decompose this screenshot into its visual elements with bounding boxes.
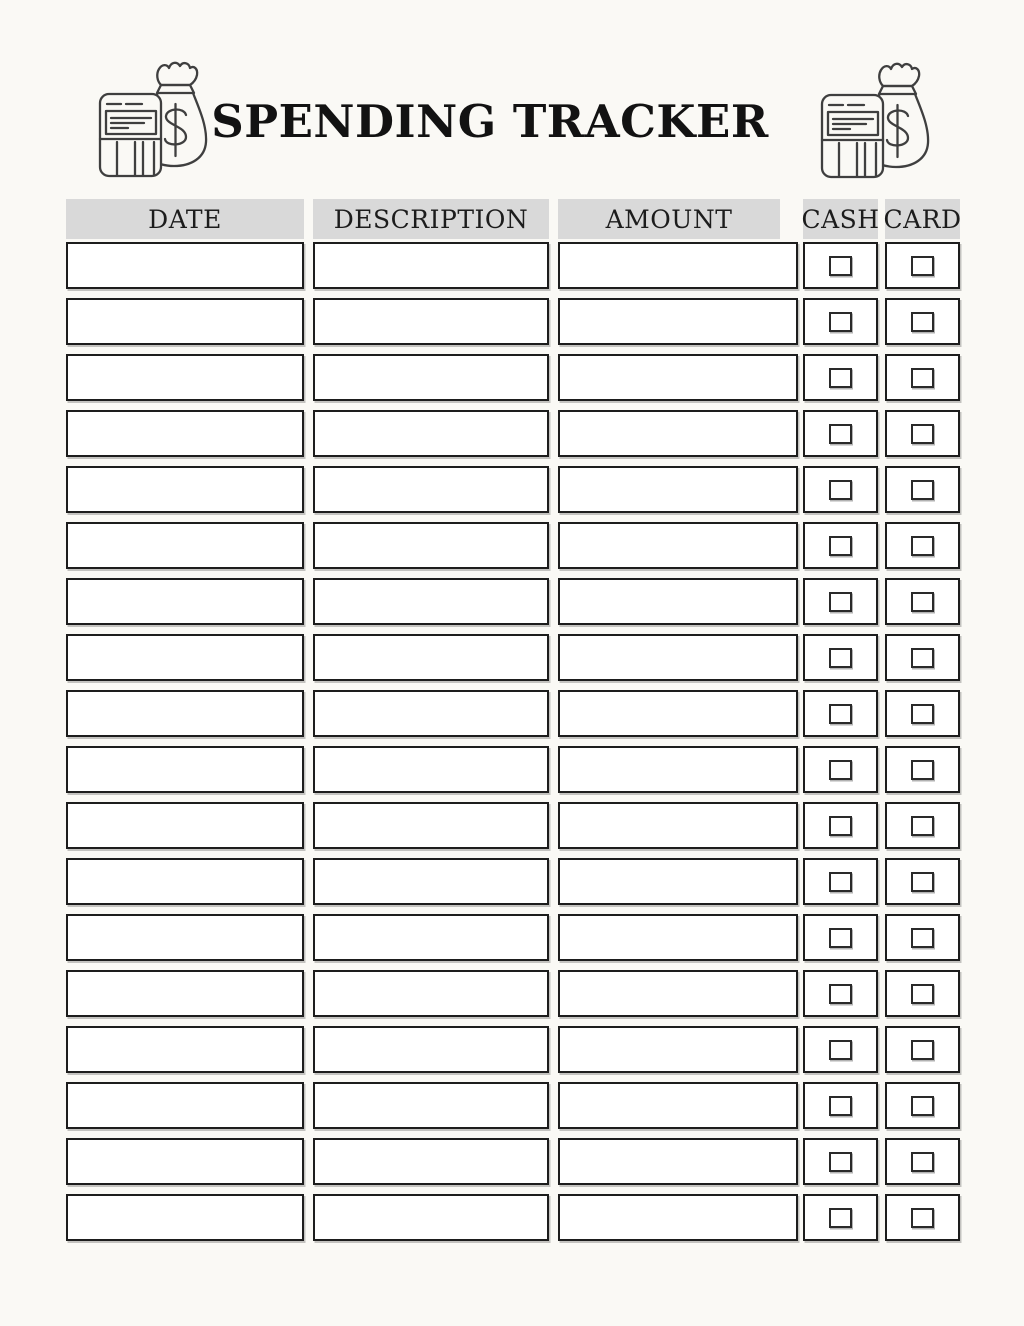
table-row — [66, 858, 960, 905]
date-cell[interactable] — [66, 634, 304, 681]
card-checkbox[interactable] — [911, 256, 934, 276]
description-cell[interactable] — [313, 746, 549, 793]
card-checkbox[interactable] — [911, 928, 934, 948]
amount-cell[interactable] — [558, 1194, 798, 1241]
table-row — [66, 970, 960, 1017]
card-cell — [885, 298, 960, 345]
table-row — [66, 522, 960, 569]
cash-cell — [803, 578, 878, 625]
table-row — [66, 1138, 960, 1185]
cash-cell — [803, 242, 878, 289]
cash-cell — [803, 802, 878, 849]
amount-cell[interactable] — [558, 466, 798, 513]
card-cell — [885, 354, 960, 401]
description-cell[interactable] — [313, 690, 549, 737]
cash-cell — [803, 858, 878, 905]
card-checkbox[interactable] — [911, 648, 934, 668]
card-cell — [885, 1082, 960, 1129]
cash-checkbox[interactable] — [829, 368, 852, 388]
cash-cell — [803, 1026, 878, 1073]
calculator-moneybag-icon — [819, 61, 932, 179]
amount-cell[interactable] — [558, 746, 798, 793]
column-header-card: CARD — [885, 199, 960, 239]
card-checkbox[interactable] — [911, 480, 934, 500]
amount-cell[interactable] — [558, 858, 798, 905]
cash-checkbox[interactable] — [829, 424, 852, 444]
description-cell[interactable] — [313, 1026, 549, 1073]
cash-checkbox[interactable] — [829, 816, 852, 836]
amount-cell[interactable] — [558, 634, 798, 681]
cash-checkbox[interactable] — [829, 592, 852, 612]
card-checkbox[interactable] — [911, 872, 934, 892]
card-checkbox[interactable] — [911, 704, 934, 724]
cash-checkbox[interactable] — [829, 928, 852, 948]
amount-cell[interactable] — [558, 1026, 798, 1073]
table-row — [66, 1026, 960, 1073]
description-cell[interactable] — [313, 1138, 549, 1185]
date-cell[interactable] — [66, 242, 304, 289]
column-header-date: DATE — [66, 199, 304, 239]
amount-cell[interactable] — [558, 914, 798, 961]
table-row — [66, 466, 960, 513]
card-checkbox[interactable] — [911, 984, 934, 1004]
card-checkbox[interactable] — [911, 592, 934, 612]
cash-cell — [803, 746, 878, 793]
cash-checkbox[interactable] — [829, 312, 852, 332]
card-cell — [885, 410, 960, 457]
card-checkbox[interactable] — [911, 1040, 934, 1060]
cash-checkbox[interactable] — [829, 1208, 852, 1228]
amount-cell[interactable] — [558, 578, 798, 625]
card-cell — [885, 802, 960, 849]
card-cell — [885, 1194, 960, 1241]
card-cell — [885, 970, 960, 1017]
description-cell[interactable] — [313, 970, 549, 1017]
card-checkbox[interactable] — [911, 536, 934, 556]
column-header-description: DESCRIPTION — [313, 199, 549, 239]
amount-cell[interactable] — [558, 354, 798, 401]
date-cell[interactable] — [66, 914, 304, 961]
cash-checkbox[interactable] — [829, 256, 852, 276]
cash-checkbox[interactable] — [829, 984, 852, 1004]
cash-cell — [803, 634, 878, 681]
card-cell — [885, 746, 960, 793]
column-header-cash: CASH — [803, 199, 878, 239]
amount-cell[interactable] — [558, 802, 798, 849]
table-row — [66, 1194, 960, 1241]
table-row — [66, 410, 960, 457]
date-cell[interactable] — [66, 1082, 304, 1129]
table-body — [66, 242, 960, 1241]
amount-cell[interactable] — [558, 298, 798, 345]
description-cell[interactable] — [313, 354, 549, 401]
cash-checkbox[interactable] — [829, 536, 852, 556]
card-checkbox[interactable] — [911, 1208, 934, 1228]
card-cell — [885, 634, 960, 681]
cash-checkbox[interactable] — [829, 1096, 852, 1116]
column-header-amount: AMOUNT — [558, 199, 780, 239]
amount-cell[interactable] — [558, 690, 798, 737]
amount-cell[interactable] — [558, 1138, 798, 1185]
card-cell — [885, 466, 960, 513]
description-cell[interactable] — [313, 802, 549, 849]
card-checkbox[interactable] — [911, 1096, 934, 1116]
cash-checkbox[interactable] — [829, 760, 852, 780]
description-cell[interactable] — [313, 634, 549, 681]
table-row — [66, 354, 960, 401]
table-row — [66, 1082, 960, 1129]
table-header-row — [66, 199, 960, 239]
amount-cell[interactable] — [558, 410, 798, 457]
card-cell — [885, 914, 960, 961]
description-cell[interactable] — [313, 298, 549, 345]
date-cell[interactable] — [66, 746, 304, 793]
description-cell[interactable] — [313, 914, 549, 961]
description-cell[interactable] — [313, 522, 549, 569]
table-row — [66, 746, 960, 793]
date-cell[interactable] — [66, 578, 304, 625]
cash-cell — [803, 1194, 878, 1241]
amount-cell[interactable] — [558, 522, 798, 569]
card-cell — [885, 522, 960, 569]
date-cell[interactable] — [66, 1138, 304, 1185]
cash-cell — [803, 1138, 878, 1185]
cash-checkbox[interactable] — [829, 1040, 852, 1060]
cash-cell — [803, 298, 878, 345]
table-row — [66, 242, 960, 289]
card-checkbox[interactable] — [911, 1152, 934, 1172]
date-cell[interactable] — [66, 690, 304, 737]
cash-cell — [803, 1082, 878, 1129]
cash-cell — [803, 690, 878, 737]
card-cell — [885, 1138, 960, 1185]
date-cell[interactable] — [66, 522, 304, 569]
cash-checkbox[interactable] — [829, 872, 852, 892]
date-cell[interactable] — [66, 802, 304, 849]
cash-cell — [803, 914, 878, 961]
cash-checkbox[interactable] — [829, 1152, 852, 1172]
date-cell[interactable] — [66, 466, 304, 513]
date-cell[interactable] — [66, 858, 304, 905]
cash-checkbox[interactable] — [829, 648, 852, 668]
date-cell[interactable] — [66, 410, 304, 457]
cash-cell — [803, 354, 878, 401]
card-checkbox[interactable] — [911, 424, 934, 444]
cash-cell — [803, 970, 878, 1017]
page-title: SPENDING TRACKER — [211, 95, 769, 148]
calculator-moneybag-icon — [97, 60, 210, 178]
card-cell — [885, 690, 960, 737]
card-cell — [885, 858, 960, 905]
date-cell[interactable] — [66, 1026, 304, 1073]
description-cell[interactable] — [313, 410, 549, 457]
spending-table — [66, 199, 960, 1250]
table-row — [66, 914, 960, 961]
table-row — [66, 634, 960, 681]
amount-cell[interactable] — [558, 970, 798, 1017]
date-cell[interactable] — [66, 1194, 304, 1241]
date-cell[interactable] — [66, 354, 304, 401]
card-checkbox[interactable] — [911, 368, 934, 388]
card-checkbox[interactable] — [911, 816, 934, 836]
table-row — [66, 690, 960, 737]
cash-checkbox[interactable] — [829, 480, 852, 500]
date-cell[interactable] — [66, 970, 304, 1017]
description-cell[interactable] — [313, 578, 549, 625]
amount-cell[interactable] — [558, 242, 798, 289]
card-checkbox[interactable] — [911, 760, 934, 780]
description-cell[interactable] — [313, 242, 549, 289]
card-cell — [885, 578, 960, 625]
card-cell — [885, 1026, 960, 1073]
cash-cell — [803, 522, 878, 569]
card-cell — [885, 242, 960, 289]
card-checkbox[interactable] — [911, 312, 934, 332]
table-row — [66, 578, 960, 625]
description-cell[interactable] — [313, 1194, 549, 1241]
table-row — [66, 802, 960, 849]
description-cell[interactable] — [313, 1082, 549, 1129]
cash-cell — [803, 466, 878, 513]
description-cell[interactable] — [313, 858, 549, 905]
description-cell[interactable] — [313, 466, 549, 513]
amount-cell[interactable] — [558, 1082, 798, 1129]
cash-cell — [803, 410, 878, 457]
date-cell[interactable] — [66, 298, 304, 345]
cash-checkbox[interactable] — [829, 704, 852, 724]
table-row — [66, 298, 960, 345]
